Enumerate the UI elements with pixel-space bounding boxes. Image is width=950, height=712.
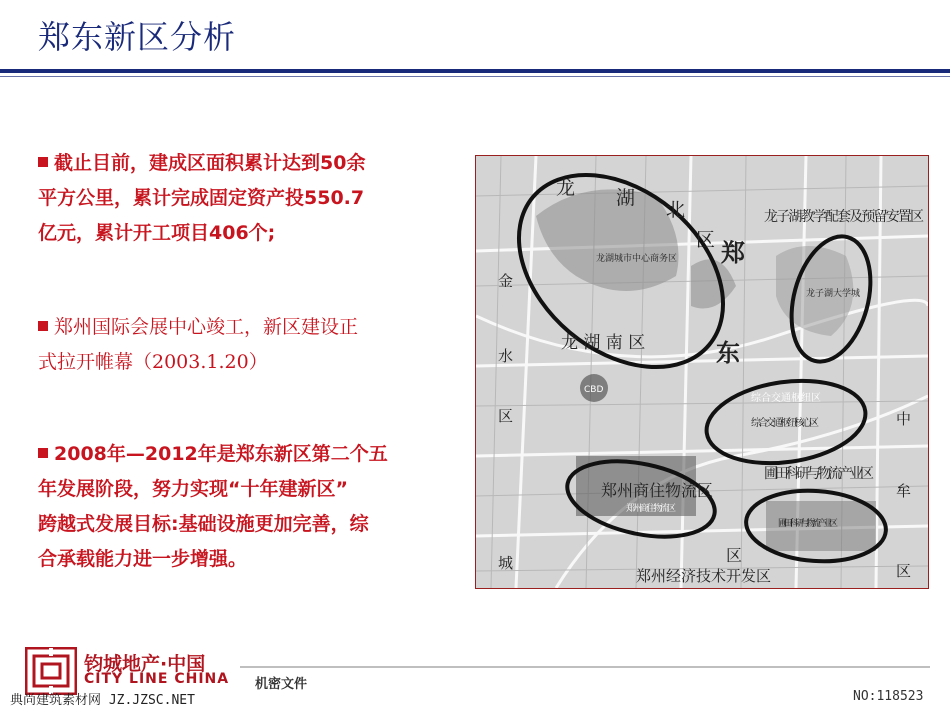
map-graphic: [476, 156, 928, 588]
label-cheng: 城: [498, 554, 514, 572]
bullet-3-line-3: 跨越式发展目标:基础设施更加完善，综: [38, 513, 369, 535]
bullet-3-line-4: 合承载能力进一步增强。: [38, 548, 248, 570]
label-univ: 龙子湖大学城: [806, 289, 861, 299]
label-logistics-small: 郑州商住物流区: [626, 504, 676, 514]
header-rule-thin: [0, 76, 950, 77]
watermark-right: NO:118523: [853, 689, 924, 704]
label-cbd: CBD: [584, 385, 604, 395]
header-rule: [0, 69, 950, 73]
watermark-left: 典尚建筑素材网 JZ.JZSC.NET: [10, 693, 195, 708]
label-shui: 水: [498, 347, 514, 365]
bullet-1-line-1: 截止目前，建成区面积累计达到50余: [54, 152, 366, 174]
bullet-item-1: [38, 146, 453, 251]
brand-name-en: CITY LINE CHINA: [84, 671, 230, 687]
label-hub-inner: 综合交通枢纽核心区: [751, 418, 819, 429]
confidential-label: 机密文件: [255, 677, 308, 692]
bullet-1-line-2: 平方公里，累计完成固定资产投550.7: [38, 187, 365, 209]
label-logistics: 郑州商住物流区: [601, 481, 714, 500]
label-cbd-name: 龙湖城市中心商务区: [596, 254, 678, 264]
label-qu: 区: [498, 407, 514, 425]
label-tech-park: 圃田科研与物流产业区: [764, 466, 874, 482]
label-zhongmou-qu: 区: [896, 562, 912, 580]
label-longhu-north-3: 北: [666, 199, 686, 221]
bullet-1-line-3: 亿元，累计开工项目406个;: [38, 222, 276, 244]
label-longhu-south: 龙 湖 南 区: [561, 333, 646, 353]
label-jin: 金: [498, 272, 514, 290]
label-tech-small: 圃田科研与物流产业区: [778, 519, 838, 529]
label-econ-zone: 郑州经济技术开发区: [636, 567, 772, 585]
bullet-square-icon: [38, 321, 48, 331]
district-map: [475, 155, 929, 589]
footer-rule: [240, 666, 930, 668]
label-mou: 牟: [896, 482, 912, 500]
label-zhong: 中: [896, 410, 912, 428]
label-longhu-north-4: 区: [696, 229, 716, 251]
brand-name-cn: 钧城地产·中国: [84, 653, 206, 675]
bullet-2-line-1: 郑州国际会展中心竣工，新区建设正: [54, 316, 359, 338]
label-longhu-north-1: 龙: [556, 177, 576, 199]
label-longhu-north-2: 湖: [616, 187, 636, 209]
label-hub-top: 综合交通枢纽区: [751, 393, 821, 404]
page-title: 郑东新区分析: [38, 18, 237, 56]
bullet-square-icon: [38, 157, 48, 167]
label-qu-lower: 区: [726, 546, 743, 565]
label-edu-zone: 龙子湖教学配套及预留安置区: [764, 209, 924, 225]
bullet-item-2: [38, 310, 453, 380]
bullet-item-3: [38, 437, 453, 577]
bullet-3-line-2: 年发展阶段，努力实现“十年建新区”: [38, 478, 348, 500]
brand-logo-icon: [25, 647, 77, 695]
label-dong: 东: [716, 339, 740, 367]
bullet-2-line-2: 式拉开帷幕（2003.1.20）: [38, 351, 268, 373]
label-zheng: 郑: [721, 239, 745, 267]
bullet-square-icon: [38, 448, 48, 458]
bullet-3-line-1: 2008年—2012年是郑东新区第二个五: [54, 443, 388, 465]
